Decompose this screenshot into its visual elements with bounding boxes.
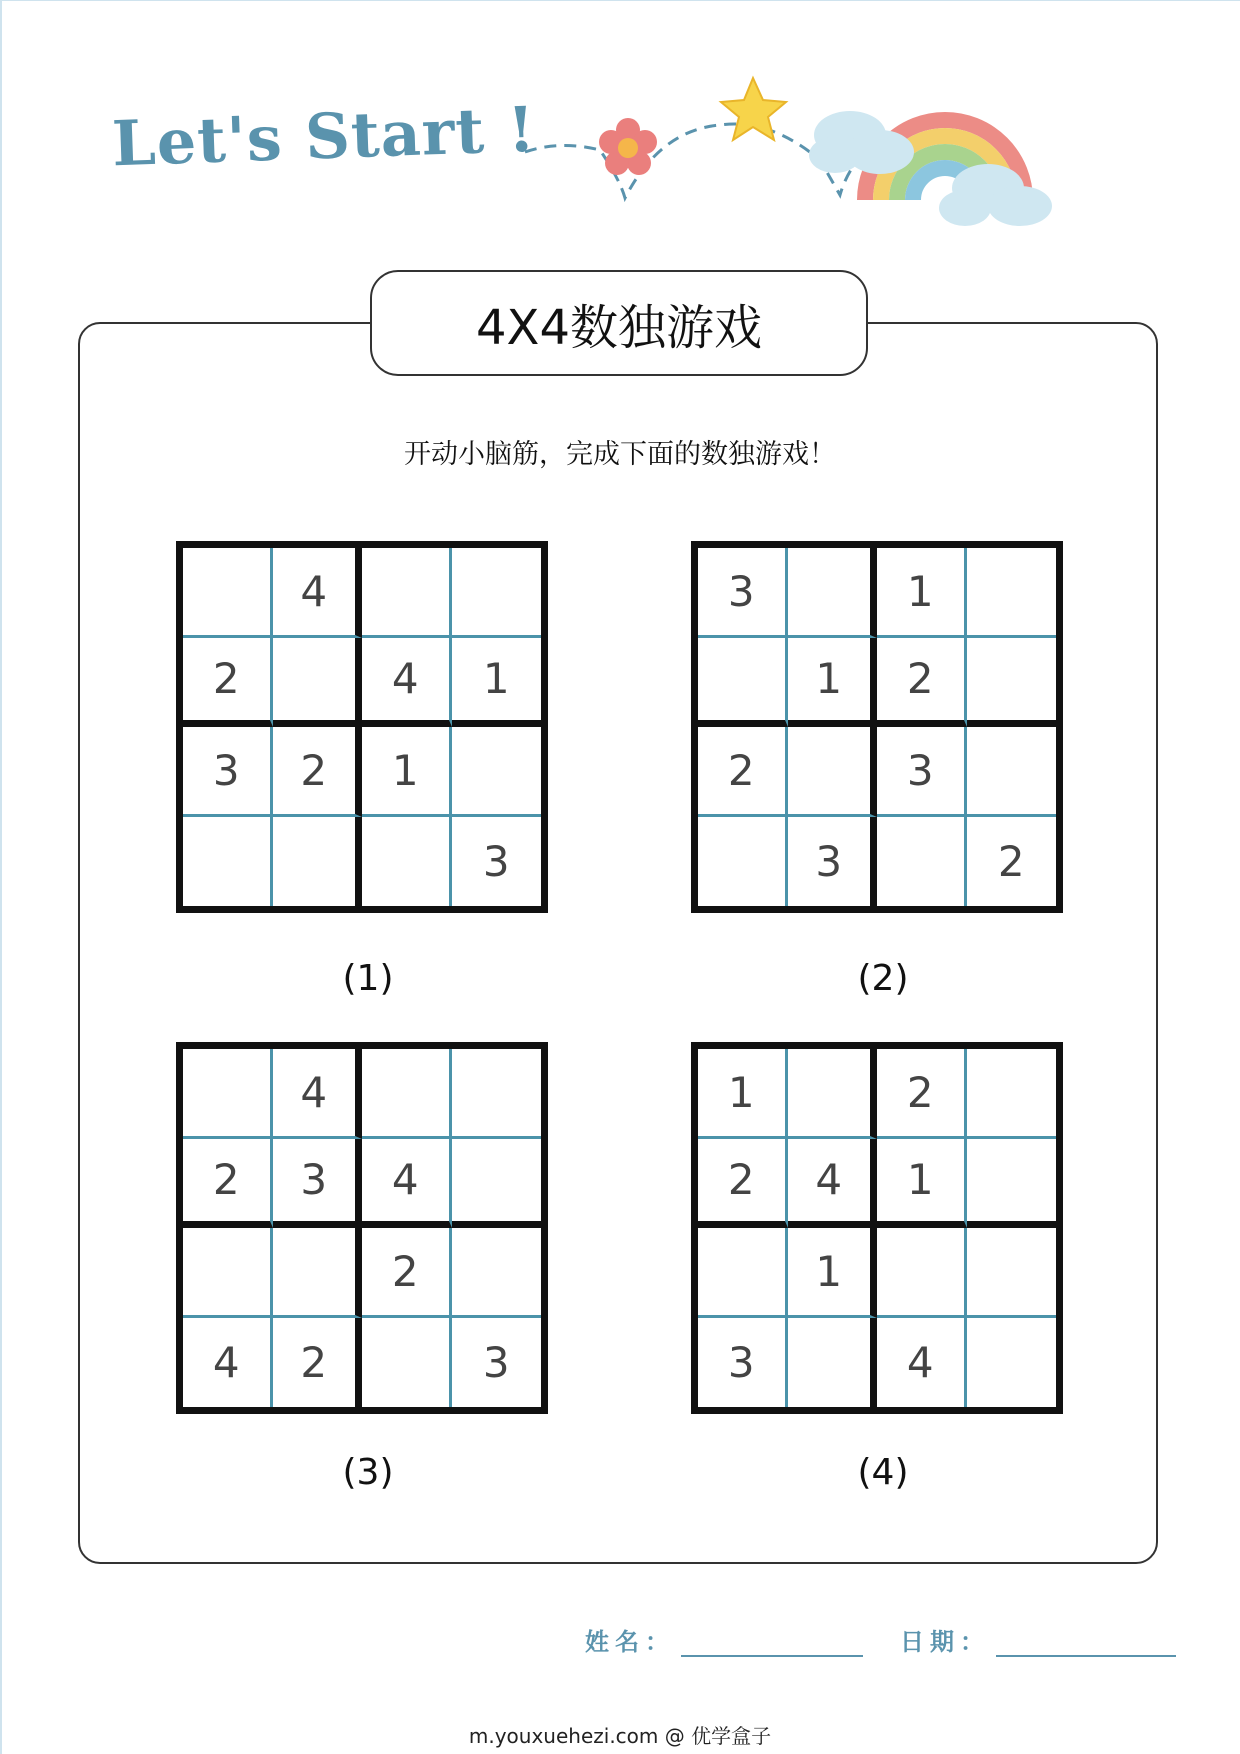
watermark: m.youxuehezi.com @ 优学盒子: [468, 1724, 772, 1748]
sudoku-cell[interactable]: [452, 548, 542, 638]
sudoku-cell[interactable]: 4: [362, 638, 452, 728]
sudoku-cell[interactable]: 4: [183, 1318, 273, 1408]
sudoku-grid-2: [691, 541, 1063, 913]
sudoku-cell[interactable]: 2: [877, 638, 967, 728]
sudoku-cell[interactable]: [967, 638, 1057, 728]
date-label: 日期：: [900, 1628, 990, 1656]
sudoku-cell[interactable]: [273, 817, 363, 907]
puzzle-label-2: (2): [857, 958, 909, 999]
sudoku-cell[interactable]: 4: [362, 1139, 452, 1229]
sudoku-cell[interactable]: 2: [273, 1318, 363, 1408]
sudoku-cell[interactable]: [967, 1318, 1057, 1408]
sudoku-cell[interactable]: [967, 727, 1057, 817]
name-input-line[interactable]: [681, 1631, 863, 1657]
sudoku-cell[interactable]: 2: [183, 1139, 273, 1229]
sudoku-cell[interactable]: [362, 548, 452, 638]
date-field: [900, 1622, 1176, 1657]
name-field: [585, 1622, 863, 1657]
sudoku-grid-3: [176, 1042, 548, 1414]
sudoku-cell[interactable]: 2: [362, 1228, 452, 1318]
sudoku-cell[interactable]: 1: [788, 638, 878, 728]
sudoku-cell[interactable]: 1: [362, 727, 452, 817]
sudoku-grid-1: [176, 541, 548, 913]
sudoku-cell[interactable]: 1: [698, 1049, 788, 1139]
sudoku-cell[interactable]: [788, 548, 878, 638]
sudoku-cell[interactable]: [452, 1049, 542, 1139]
sudoku-cell[interactable]: 3: [877, 727, 967, 817]
sudoku-cell[interactable]: [698, 638, 788, 728]
sudoku-cell[interactable]: 3: [482, 836, 510, 886]
sudoku-cell[interactable]: 4: [788, 1139, 878, 1229]
sudoku-cell[interactable]: 3: [273, 1139, 363, 1229]
sudoku-cell[interactable]: [967, 1139, 1057, 1229]
sudoku-cell[interactable]: 4: [877, 1318, 967, 1408]
sudoku-cell[interactable]: [452, 727, 542, 817]
sudoku-cell[interactable]: [967, 548, 1057, 638]
sudoku-cell[interactable]: 1: [877, 548, 967, 638]
sudoku-cell[interactable]: 2: [877, 1049, 967, 1139]
date-input-line[interactable]: [996, 1631, 1176, 1657]
star-icon: [721, 78, 786, 140]
instruction-text: 开动小脑筋，完成下面的数独游戏！: [404, 439, 836, 470]
sudoku-cell[interactable]: [273, 638, 363, 728]
cloud-icon: [809, 111, 914, 174]
sudoku-cell[interactable]: 4: [273, 1049, 363, 1139]
sudoku-cell[interactable]: [788, 1049, 878, 1139]
sudoku-cell[interactable]: 1: [452, 638, 542, 728]
sudoku-cell[interactable]: 3: [698, 1318, 788, 1408]
sudoku-cell[interactable]: 2: [183, 638, 273, 728]
sudoku-cell[interactable]: [362, 817, 452, 907]
sudoku-cell[interactable]: 1: [788, 1228, 878, 1318]
sudoku-cell[interactable]: [877, 1228, 967, 1318]
sudoku-cell[interactable]: 3: [482, 1337, 510, 1387]
puzzle-label-3: (3): [342, 1452, 394, 1493]
sudoku-cell[interactable]: [452, 1228, 542, 1318]
sudoku-cell[interactable]: [698, 817, 788, 907]
sudoku-cell[interactable]: 2: [997, 836, 1025, 886]
sudoku-cell[interactable]: [788, 1318, 878, 1408]
sudoku-cell[interactable]: 4: [273, 548, 363, 638]
name-label: 姓名：: [585, 1628, 675, 1656]
sudoku-cell[interactable]: [183, 817, 273, 907]
sudoku-cell[interactable]: [183, 1228, 273, 1318]
header-title: Let's Start !: [110, 92, 537, 181]
worksheet-title: 4X4数独游戏: [370, 270, 868, 376]
sudoku-cell[interactable]: 2: [273, 727, 363, 817]
sudoku-cell[interactable]: 1: [877, 1139, 967, 1229]
sudoku-cell[interactable]: 2: [698, 727, 788, 817]
sudoku-cell[interactable]: 3: [788, 817, 878, 907]
sudoku-cell[interactable]: [183, 1049, 273, 1139]
header-decoration: [520, 70, 1140, 240]
sudoku-cell[interactable]: 2: [698, 1139, 788, 1229]
puzzle-label-4: (4): [857, 1452, 909, 1493]
sudoku-cell[interactable]: [362, 1318, 452, 1408]
sudoku-cell[interactable]: [273, 1228, 363, 1318]
sudoku-cell[interactable]: 3: [183, 727, 273, 817]
sudoku-cell[interactable]: [877, 817, 967, 907]
sudoku-cell[interactable]: [788, 727, 878, 817]
sudoku-cell[interactable]: [698, 1228, 788, 1318]
sudoku-cell[interactable]: [183, 548, 273, 638]
sudoku-cell[interactable]: [362, 1049, 452, 1139]
sudoku-cell[interactable]: [967, 1228, 1057, 1318]
sudoku-grid-4: [691, 1042, 1063, 1414]
sudoku-cell[interactable]: 3: [698, 548, 788, 638]
flower-icon: [599, 118, 657, 175]
puzzle-label-1: (1): [342, 958, 394, 999]
sudoku-cell[interactable]: [967, 1049, 1057, 1139]
sudoku-cell[interactable]: [452, 1139, 542, 1229]
